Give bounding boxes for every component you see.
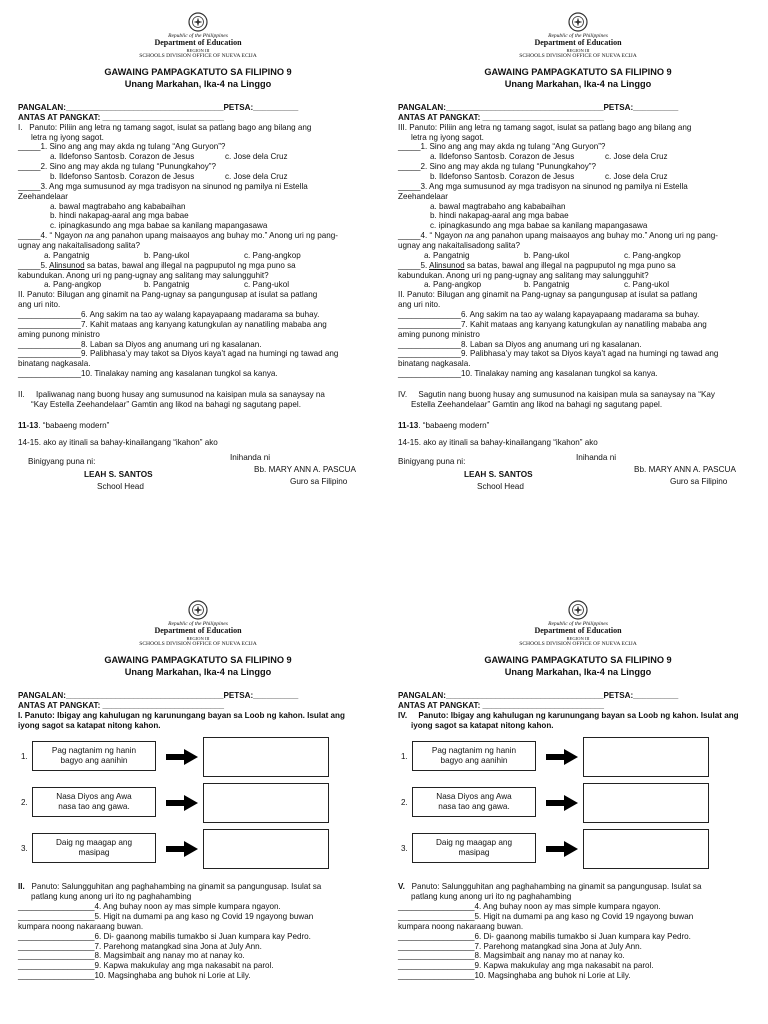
name-date-field[interactable]: PANGALAN:___________________________________PETSA:__________ <box>18 690 299 700</box>
item-9-cont: binatang nagkasala. <box>18 359 91 369</box>
item-6: ______________6. Ang sakim na tao ay walang kapayapaang madarama sa buhay. <box>398 309 700 319</box>
region-text: REGION III <box>566 47 590 53</box>
deped-header <box>18 12 378 91</box>
part-iv-directions-cont: Estella Zeehandelaar” Gamtin ang likod na bahagi ng sagutang papel. <box>411 399 663 409</box>
question-1-options: a. Ildefonso Santos b. Corazon de Jesus c. Jose dela Cruz <box>430 152 668 162</box>
proverb-row-3 <box>18 829 378 875</box>
kahulugan-directions-cont: iyong sagot sa katapat nitong kahon. <box>411 720 554 730</box>
mc-directions-cont: letra ng iyong sagot. <box>31 132 104 142</box>
question-4-cont: ugnay ang nakaitalisadong salita? <box>18 240 140 250</box>
question-5-cont: kabundukan. Anong uri ng pang-ugnay ang salitang may salungguhit? <box>18 270 269 280</box>
noted-by-label: Binigyang puna ni: <box>398 457 466 467</box>
part-ii-directions: II. Panuto: Bilugan ang ginamit na Pang-ugnay sa pangungusap at isulat sa patlang <box>18 290 318 300</box>
department-text: Department of Education <box>154 626 242 636</box>
right-arrow-icon <box>544 746 580 768</box>
division-text: SCHOOLS DIVISION OFFICE OF NUEVA ECIJA <box>139 640 257 647</box>
teacher-title: Guro sa Filipino <box>670 477 728 487</box>
question-3-option-c: c. ipinagkasundo ang mga babae sa kanilang mapangasawa <box>430 221 648 231</box>
grade-section-field[interactable]: ANTAS AT PANGKAT: ___________________________ <box>398 700 605 710</box>
part-iv-directions: IV. Sagutin nang buong husay ang sumusunod na kaisipan mula sa sanaysay na “Kay <box>398 390 715 399</box>
question-5-options: a. Pang-angkop b. Pangatnig c. Pang-ukol <box>424 280 669 290</box>
teacher-name: Bb. MARY ANN A. PASCUA <box>254 465 356 475</box>
question-3-option-c: c. ipinagkasundo ang mga babae sa kanilang mapangasawa <box>50 221 268 231</box>
item-10: _________________10. Magsinghaba ang buhok ni Lorie at Lily. <box>398 971 631 981</box>
paghahambing-directions: II. Panuto: Salungguhitan ang paghahambing na ginamit sa pangungusap. Isulat sa <box>18 882 322 892</box>
worksheet-bottom-right <box>398 600 758 981</box>
item-11-13: 11-13. “babaeng modern” <box>18 420 110 430</box>
kahulugan-directions-cont: iyong sagot sa katapat nitong kahon. <box>18 720 161 730</box>
item-11-13: 11-13. “babaeng modern” <box>398 420 490 430</box>
item-4: _________________4. Ang buhay noon ay mas simple kumpara ngayon. <box>398 902 661 912</box>
item-7-cont: aming punong ministro <box>398 329 480 339</box>
item-9: _________________9. Kapwa makukulay ang mga nakasabit na parol. <box>18 961 274 971</box>
question-3: _____3. Ang mga sumusunod ay mga tradisyon na sinunod ng pamilya ni Estella <box>18 181 308 191</box>
item-14-15: 14-15. ako ay itinali sa bahay-kinailangang “ikahon” ako <box>398 437 598 447</box>
question-2-options: b. Ildefonso Santos b. Corazon de Jesus c. Jose dela Cruz <box>430 171 668 181</box>
right-arrow-icon <box>164 792 200 814</box>
question-2: _____2. Sino ang may akda ng tulang “Punungkahoy”? <box>398 162 596 172</box>
question-1: _____1. Sino ang ang may akda ng tulang “Ang Guryon”? <box>18 142 226 152</box>
item-4: _________________4. Ang buhay noon ay mas simple kumpara ngayon. <box>18 902 281 912</box>
roman-numeral: I. <box>18 122 30 132</box>
paghahambing-directions-cont: patlang kung anong uri ito ng paghahambing <box>31 892 192 902</box>
answer-box[interactable] <box>203 783 329 823</box>
worksheet-top-right <box>398 12 758 501</box>
question-3: _____3. Ang mga sumusunod ay mga tradisyon na sinunod ng pamilya ni Estella <box>398 181 688 191</box>
proverb-number: 3. <box>21 844 28 854</box>
teacher-title: Guro sa Filipino <box>290 477 348 487</box>
part-ii-directions-cont: ang uri nito. <box>18 300 61 310</box>
proverb-box: Pag nagtanim ng hanin bagyo ang aanihin <box>412 741 536 771</box>
question-4-options: a. Pangatnig b. Pang-ukol c. Pang-angkop <box>424 250 681 260</box>
item-9: _________________9. Kapwa makukulay ang mga nakasabit na parol. <box>398 961 654 971</box>
question-5-cont: kabundukan. Anong uri ng pang-ugnay ang salitang may salungguhit? <box>398 270 649 280</box>
signature-block <box>398 453 758 501</box>
question-3-option-a: a. bawal magtrabaho ang kababaihan <box>50 201 186 211</box>
department-text: Department of Education <box>154 38 242 48</box>
worksheet-subtitle: Unang Markahan, Ika-4 na Linggo <box>504 78 652 89</box>
prepared-by-label: Inihanda ni <box>576 453 617 463</box>
item-10: ______________10. Tinalakay naming ang kasalanan tungkol sa kanya. <box>18 369 278 379</box>
school-head-name: LEAH S. SANTOS <box>464 470 533 480</box>
worksheet-title: GAWAING PAMPAGKATUTO SA FILIPINO 9 <box>484 655 672 666</box>
item-10: _________________10. Magsinghaba ang buhok ni Lorie at Lily. <box>18 971 251 981</box>
name-date-field[interactable]: PANGALAN:___________________________________PETSA:__________ <box>398 690 679 700</box>
part-ii-directions: II. Panuto: Bilugan ang ginamit na Pang-ugnay sa pangungusap at isulat sa patlang <box>398 290 698 300</box>
republic-text: Republic of the Philippines <box>548 621 608 627</box>
department-text: Department of Education <box>534 626 622 636</box>
item-5: _________________5. Higit na dumami pa ang kaso ng Covid 19 ngayong buwan <box>398 911 694 921</box>
worksheet-title: GAWAING PAMPAGKATUTO SA FILIPINO 9 <box>104 655 292 666</box>
answer-box[interactable] <box>583 737 709 777</box>
deped-seal-icon <box>188 12 208 32</box>
proverb-row-1 <box>398 737 758 783</box>
proverb-box: Pag nagtanim ng hanin bagyo ang aanihin <box>32 741 156 771</box>
region-text: REGION III <box>566 635 590 641</box>
worksheet-subtitle: Unang Markahan, Ika-4 na Linggo <box>124 666 272 677</box>
proverb-box: Daig ng maagap ang masipag <box>32 833 156 863</box>
item-6: _________________6. Di- gaanong mabilis tumakbo si Juan kumpara kay Pedro. <box>18 931 311 941</box>
prepared-by-label: Inihanda ni <box>230 453 271 463</box>
worksheet-title: GAWAING PAMPAGKATUTO SA FILIPINO 9 <box>484 67 672 78</box>
item-8: ______________8. Laban sa Diyos ang anumang uri ng kasalanan. <box>398 339 642 349</box>
proverb-number: 1. <box>401 752 408 762</box>
proverb-number: 1. <box>21 752 28 762</box>
item-7: ______________7. Kahit mataas ang kanyang katungkulan ay nanatiling mababa ang <box>398 319 707 329</box>
grade-section-field[interactable]: ANTAS AT PANGKAT: ___________________________ <box>18 700 225 710</box>
mc-directions-cont: letra ng iyong sagot. <box>411 132 484 142</box>
teacher-name: Bb. MARY ANN A. PASCUA <box>634 465 736 475</box>
question-3-option-b: b. hindi nakapag-aaral ang mga babae <box>50 211 189 221</box>
proverb-row-2 <box>18 783 378 829</box>
worksheet-top-left <box>18 12 378 501</box>
deped-header <box>398 12 758 91</box>
deped-seal-icon <box>188 600 208 620</box>
question-3-option-b: b. hindi nakapag-aaral ang mga babae <box>430 211 569 221</box>
answer-box[interactable] <box>203 829 329 869</box>
republic-text: Republic of the Philippines <box>168 33 228 39</box>
noted-by-label: Binigyang puna ni: <box>28 457 96 467</box>
item-9: ______________9. Palibhasa’y may takot sa Diyos kaya’t agad na humingi ng tawad ang <box>18 349 339 359</box>
proverb-box: Nasa Diyos ang Awa nasa tao ang gawa. <box>32 787 156 817</box>
worksheet-bottom-left <box>18 600 378 981</box>
name-date-field[interactable]: PANGALAN:___________________________________PETSA:__________ <box>18 102 299 112</box>
roman-numeral: III. <box>398 122 410 132</box>
kahulugan-directions: I. Panuto: Ibigay ang kahulugan ng karunungang bayan sa Loob ng kahon. Isulat ang <box>18 710 345 720</box>
region-text: REGION III <box>186 47 210 53</box>
answer-box[interactable] <box>583 829 709 869</box>
item-7: ______________7. Kahit mataas ang kanyang katungkulan ay nanatiling mababa ang <box>18 319 327 329</box>
item-5-cont: kumpara noong nakaraang buwan. <box>398 921 524 931</box>
school-head-title: School Head <box>97 482 144 492</box>
item-9: ______________9. Palibhasa’y may takot sa Diyos kaya’t agad na humingi ng tawad ang <box>398 349 719 359</box>
proverb-number: 2. <box>21 798 28 808</box>
answer-box[interactable] <box>203 737 329 777</box>
question-3-option-a: a. bawal magtrabaho ang kababaihan <box>430 201 566 211</box>
department-text: Department of Education <box>534 38 622 48</box>
item-5: _________________5. Higit na dumami pa ang kaso ng Covid 19 ngayong buwan <box>18 911 314 921</box>
worksheet-subtitle: Unang Markahan, Ika-4 na Linggo <box>504 666 652 677</box>
mc-directions: III. Panuto: Piliin ang letra ng tamang sagot, isulat sa patlang bago ang bilang ang <box>398 122 692 132</box>
paghahambing-directions: V. Panuto: Salungguhitan ang paghahambing na ginamit sa pangungusap. Isulat sa <box>398 882 702 892</box>
region-text: REGION III <box>186 635 210 641</box>
proverb-row-1 <box>18 737 378 783</box>
paghahambing-directions-cont: patlang kung anong uri ito ng paghahambing <box>411 892 572 902</box>
school-head-title: School Head <box>477 482 524 492</box>
proverb-row-3 <box>398 829 758 875</box>
deped-seal-icon <box>568 600 588 620</box>
question-5: _____5. Alinsunod sa batas, bawal ang illegal na pagpuputol ng mga puno sa <box>398 260 676 270</box>
deped-header <box>398 600 758 679</box>
item-7-cont: aming punong ministro <box>18 329 100 339</box>
proverb-number: 2. <box>401 798 408 808</box>
name-date-field[interactable]: PANGALAN:___________________________________PETSA:__________ <box>398 102 679 112</box>
question-3-cont: Zeehandelaar <box>398 191 448 201</box>
question-4: _____4. “ Ngayon na ang panahon upang maisaayos ang buhay mo.” Anong uri ng pang- <box>398 231 718 241</box>
item-14-15: 14-15. ako ay itinali sa bahay-kinailangang “ikahon” ako <box>18 437 218 447</box>
item-7: _________________7. Parehong matangkad sina Jona at July Ann. <box>398 941 642 951</box>
republic-text: Republic of the Philippines <box>168 621 228 627</box>
question-4-cont: ugnay ang nakaitalisadong salita? <box>398 240 520 250</box>
question-5-options: a. Pang-angkop b. Pangatnig c. Pang-ukol <box>44 280 289 290</box>
item-9-cont: binatang nagkasala. <box>398 359 471 369</box>
school-head-name: LEAH S. SANTOS <box>84 470 153 480</box>
deped-header <box>18 600 378 679</box>
question-2: _____2. Sino ang may akda ng tulang “Punungkahoy”? <box>18 162 216 172</box>
right-arrow-icon <box>164 746 200 768</box>
right-arrow-icon <box>164 838 200 860</box>
deped-seal-icon <box>568 12 588 32</box>
question-3-cont: Zeehandelaar <box>18 191 68 201</box>
question-1-options: a. Ildefonso Santos b. Corazon de Jesus c. Jose dela Cruz <box>50 152 288 162</box>
proverb-box: Nasa Diyos ang Awa nasa tao ang gawa. <box>412 787 536 817</box>
item-8: _________________8. Magsimbait ang nanay mo at nanay ko. <box>18 951 245 961</box>
worksheet-subtitle: Unang Markahan, Ika-4 na Linggo <box>124 78 272 89</box>
question-5: _____5. Alinsunod sa batas, bawal ang illegal na pagpuputol ng mga puno sa <box>18 260 296 270</box>
grade-section-field[interactable]: ANTAS AT PANGKAT: ___________________________ <box>398 112 605 122</box>
question-4-options: a. Pangatnig b. Pang-ukol c. Pang-angkop <box>44 250 301 260</box>
question-1: _____1. Sino ang ang may akda ng tulang “Ang Guryon”? <box>398 142 606 152</box>
proverb-box: Daig ng maagap ang masipag <box>412 833 536 863</box>
kahulugan-directions: IV. Panuto: Ibigay ang kahulugan ng karunungang bayan sa Loob ng kahon. Isulat ang <box>398 710 739 720</box>
right-arrow-icon <box>544 792 580 814</box>
item-5-cont: kumpara noong nakaraang buwan. <box>18 921 144 931</box>
division-text: SCHOOLS DIVISION OFFICE OF NUEVA ECIJA <box>519 640 637 647</box>
item-6: ______________6. Ang sakim na tao ay walang kapayapaang madarama sa buhay. <box>18 309 320 319</box>
question-4: _____4. “ Ngayon na ang panahon upang maisaayos ang buhay mo.” Anong uri ng pang- <box>18 231 338 241</box>
item-10: ______________10. Tinalakay naming ang kasalanan tungkol sa kanya. <box>398 369 658 379</box>
item-8: ______________8. Laban sa Diyos ang anumang uri ng kasalanan. <box>18 339 262 349</box>
item-6: _________________6. Di- gaanong mabilis tumakbo si Juan kumpara kay Pedro. <box>398 931 691 941</box>
part-iii-directions-cont: “Kay Estella Zeehandelaar” Gamtin ang likod na bahagi ng sagutang papel. <box>31 399 301 409</box>
mc-directions: I. Panuto: Piliin ang letra ng tamang sagot, isulat sa patlang bago ang bilang ang <box>18 122 312 132</box>
answer-box[interactable] <box>583 783 709 823</box>
item-8: _________________8. Magsimbait ang nanay mo at nanay ko. <box>398 951 625 961</box>
part-ii-directions-cont: ang uri nito. <box>398 300 441 310</box>
proverb-row-2 <box>398 783 758 829</box>
division-text: SCHOOLS DIVISION OFFICE OF NUEVA ECIJA <box>519 52 637 59</box>
signature-block <box>18 453 378 501</box>
division-text: SCHOOLS DIVISION OFFICE OF NUEVA ECIJA <box>139 52 257 59</box>
question-2-options: b. Ildefonso Santos b. Corazon de Jesus c. Jose dela Cruz <box>50 171 288 181</box>
proverb-number: 3. <box>401 844 408 854</box>
republic-text: Republic of the Philippines <box>548 33 608 39</box>
part-iii-directions: II. Ipaliwanag nang buong husay ang sumusunod na kaisipan mula sa sanaysay na <box>18 390 325 399</box>
item-7: _________________7. Parehong matangkad sina Jona at July Ann. <box>18 941 262 951</box>
right-arrow-icon <box>544 838 580 860</box>
grade-section-field[interactable]: ANTAS AT PANGKAT: ___________________________ <box>18 112 225 122</box>
worksheet-title: GAWAING PAMPAGKATUTO SA FILIPINO 9 <box>104 67 292 78</box>
